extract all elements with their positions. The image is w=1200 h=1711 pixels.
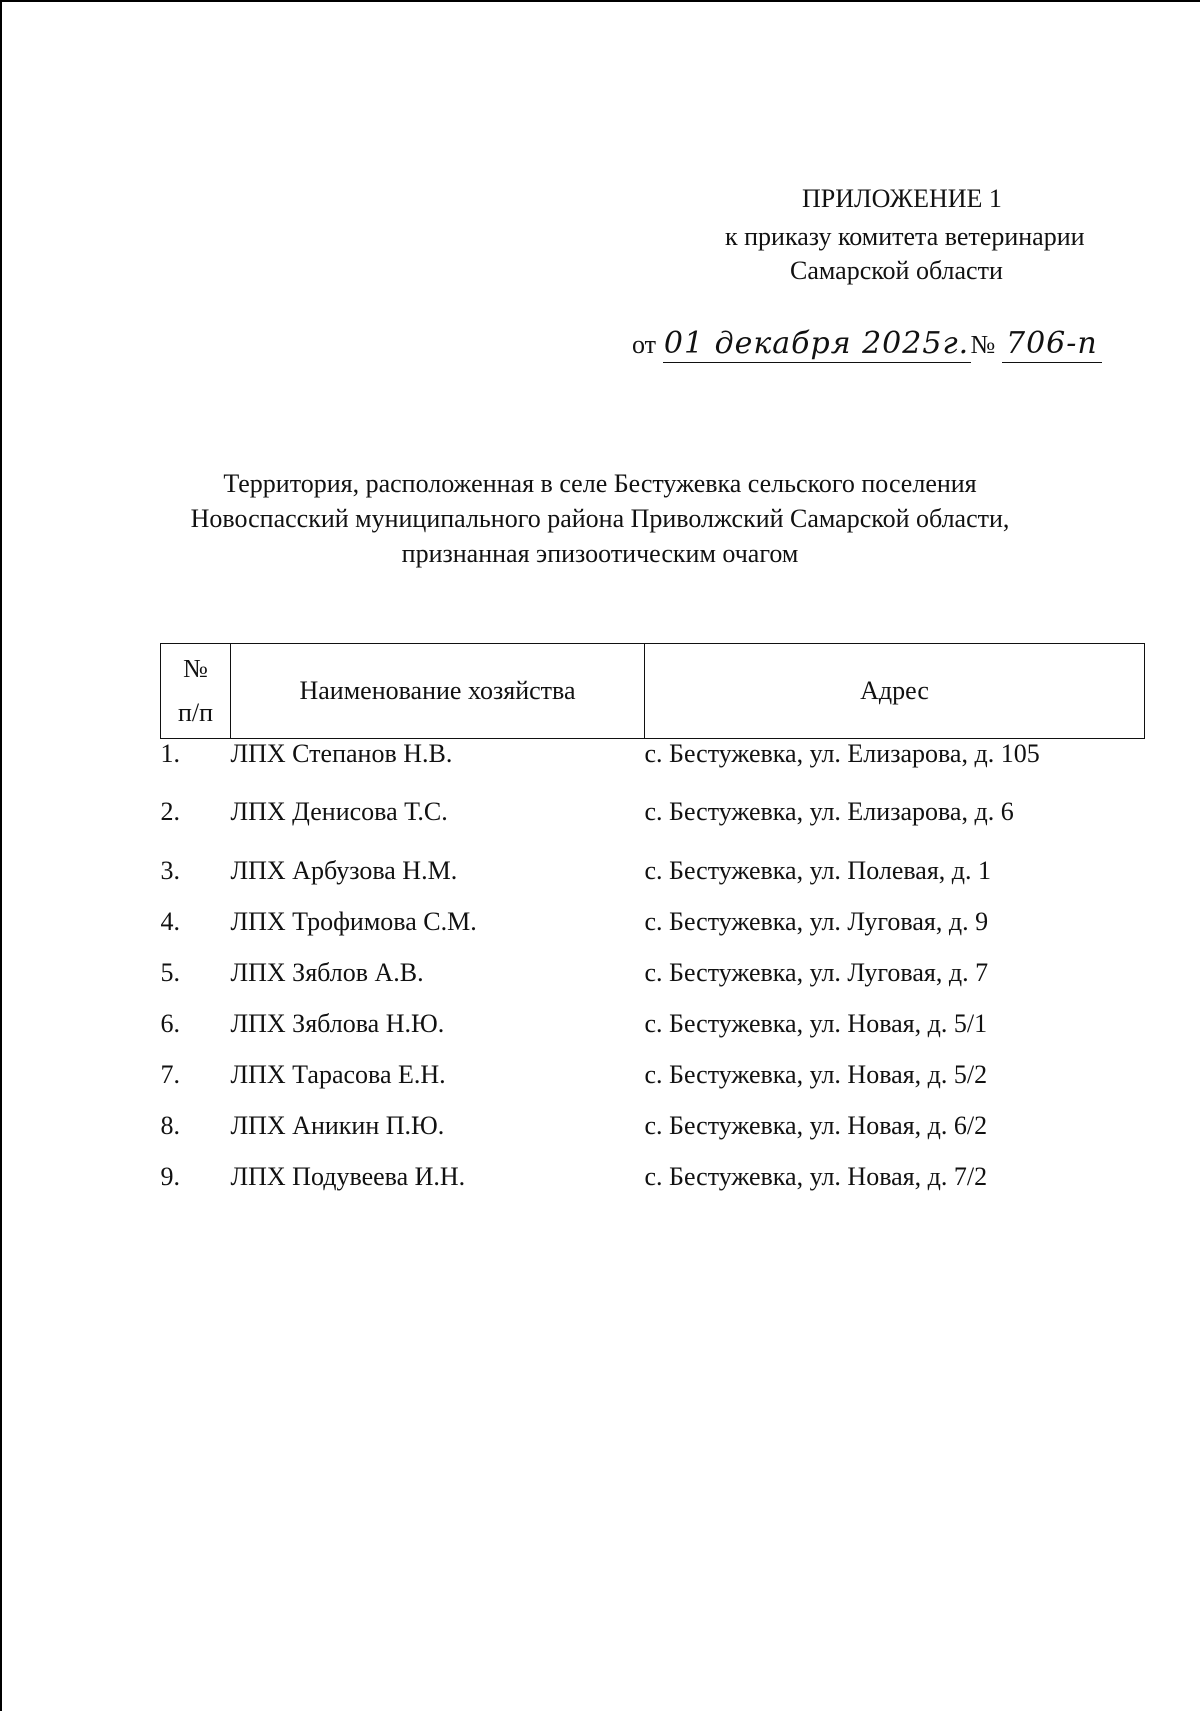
heading-line-3: признанная эпизоотическим очагом	[401, 539, 799, 568]
appendix-title: ПРИЛОЖЕНИЕ 1	[802, 184, 1002, 213]
row-number: 9.	[160, 1161, 180, 1191]
row-number: 8.	[160, 1110, 180, 1140]
row-number: 5.	[160, 957, 180, 987]
appendix-line-2: к приказу комитета ветеринарии	[725, 222, 1085, 251]
row-address: с. Бестужевка, ул. Елизарова, д. 6	[644, 797, 1014, 826]
order-from-label: от	[632, 330, 657, 359]
header-farm-name: Наименование хозяйства	[231, 644, 645, 739]
table-row	[161, 1100, 1145, 1151]
row-address: с. Бестужевка, ул. Полевая, д. 1	[644, 855, 992, 885]
row-number: 6.	[160, 1008, 180, 1038]
row-number: 4.	[160, 906, 180, 936]
table-row	[161, 739, 1145, 780]
row-address: с. Бестужевка, ул. Елизарова, д. 105	[644, 739, 1040, 768]
header-number-label: п/п	[177, 698, 214, 727]
table-row	[161, 947, 1145, 998]
row-farm-name: ЛПХ Зяблов А.В.	[230, 957, 424, 987]
row-farm-name: ЛПХ Денисова Т.С.	[230, 797, 448, 826]
row-farm-name: ЛПХ Аникин П.Ю.	[230, 1110, 445, 1140]
table-header-row	[161, 644, 1145, 739]
row-address: с. Бестужевка, ул. Новая, д. 7/2	[644, 1161, 988, 1191]
header-address: Адрес	[645, 644, 1145, 739]
scan-border-left	[0, 0, 2, 1711]
order-number-label: №	[970, 330, 996, 359]
row-farm-name: ЛПХ Тарасова Е.Н.	[230, 1059, 446, 1089]
row-farm-name: ЛПХ Степанов Н.В.	[230, 739, 453, 768]
heading-line-1: Территория, расположенная в селе Бестужевка сельского поселения	[223, 469, 977, 498]
row-address: с. Бестужевка, ул. Луговая, д. 7	[644, 957, 989, 987]
row-number: 7.	[160, 1059, 180, 1089]
header-number	[161, 644, 231, 739]
row-farm-name: ЛПХ Трофимова С.М.	[230, 906, 477, 936]
row-number: 3.	[160, 855, 180, 885]
header-number-symbol: №	[183, 654, 208, 683]
table-row	[161, 845, 1145, 896]
row-farm-name: ЛПХ Зяблова Н.Ю.	[230, 1008, 445, 1038]
scan-border-top	[0, 0, 1200, 2]
heading-line-2: Новоспасский муниципального района Приволжский Самарской области,	[190, 504, 1010, 533]
row-address: с. Бестужевка, ул. Новая, д. 6/2	[644, 1110, 988, 1140]
row-number: 1.	[160, 739, 180, 768]
document-heading	[0, 466, 1200, 571]
row-address: с. Бестужевка, ул. Новая, д. 5/2	[644, 1059, 988, 1089]
row-address: с. Бестужевка, ул. Луговая, д. 9	[644, 906, 989, 936]
table-row	[161, 779, 1145, 845]
table-row	[161, 998, 1145, 1049]
table-row	[161, 896, 1145, 947]
order-reference	[632, 326, 1102, 363]
appendix-line-3: Самарской области	[790, 256, 1003, 285]
table-row	[161, 1151, 1145, 1202]
farms-table	[160, 643, 1145, 1202]
table-row	[161, 1049, 1145, 1100]
row-address: с. Бестужевка, ул. Новая, д. 5/1	[644, 1008, 988, 1038]
order-date-handwritten: 01 декабря 2025г.	[663, 326, 970, 361]
order-number-handwritten: 706-п	[1002, 326, 1102, 363]
row-number: 2.	[160, 797, 180, 826]
row-farm-name: ЛПХ Арбузова Н.М.	[230, 855, 458, 885]
row-farm-name: ЛПХ Подувеева И.Н.	[230, 1161, 466, 1191]
